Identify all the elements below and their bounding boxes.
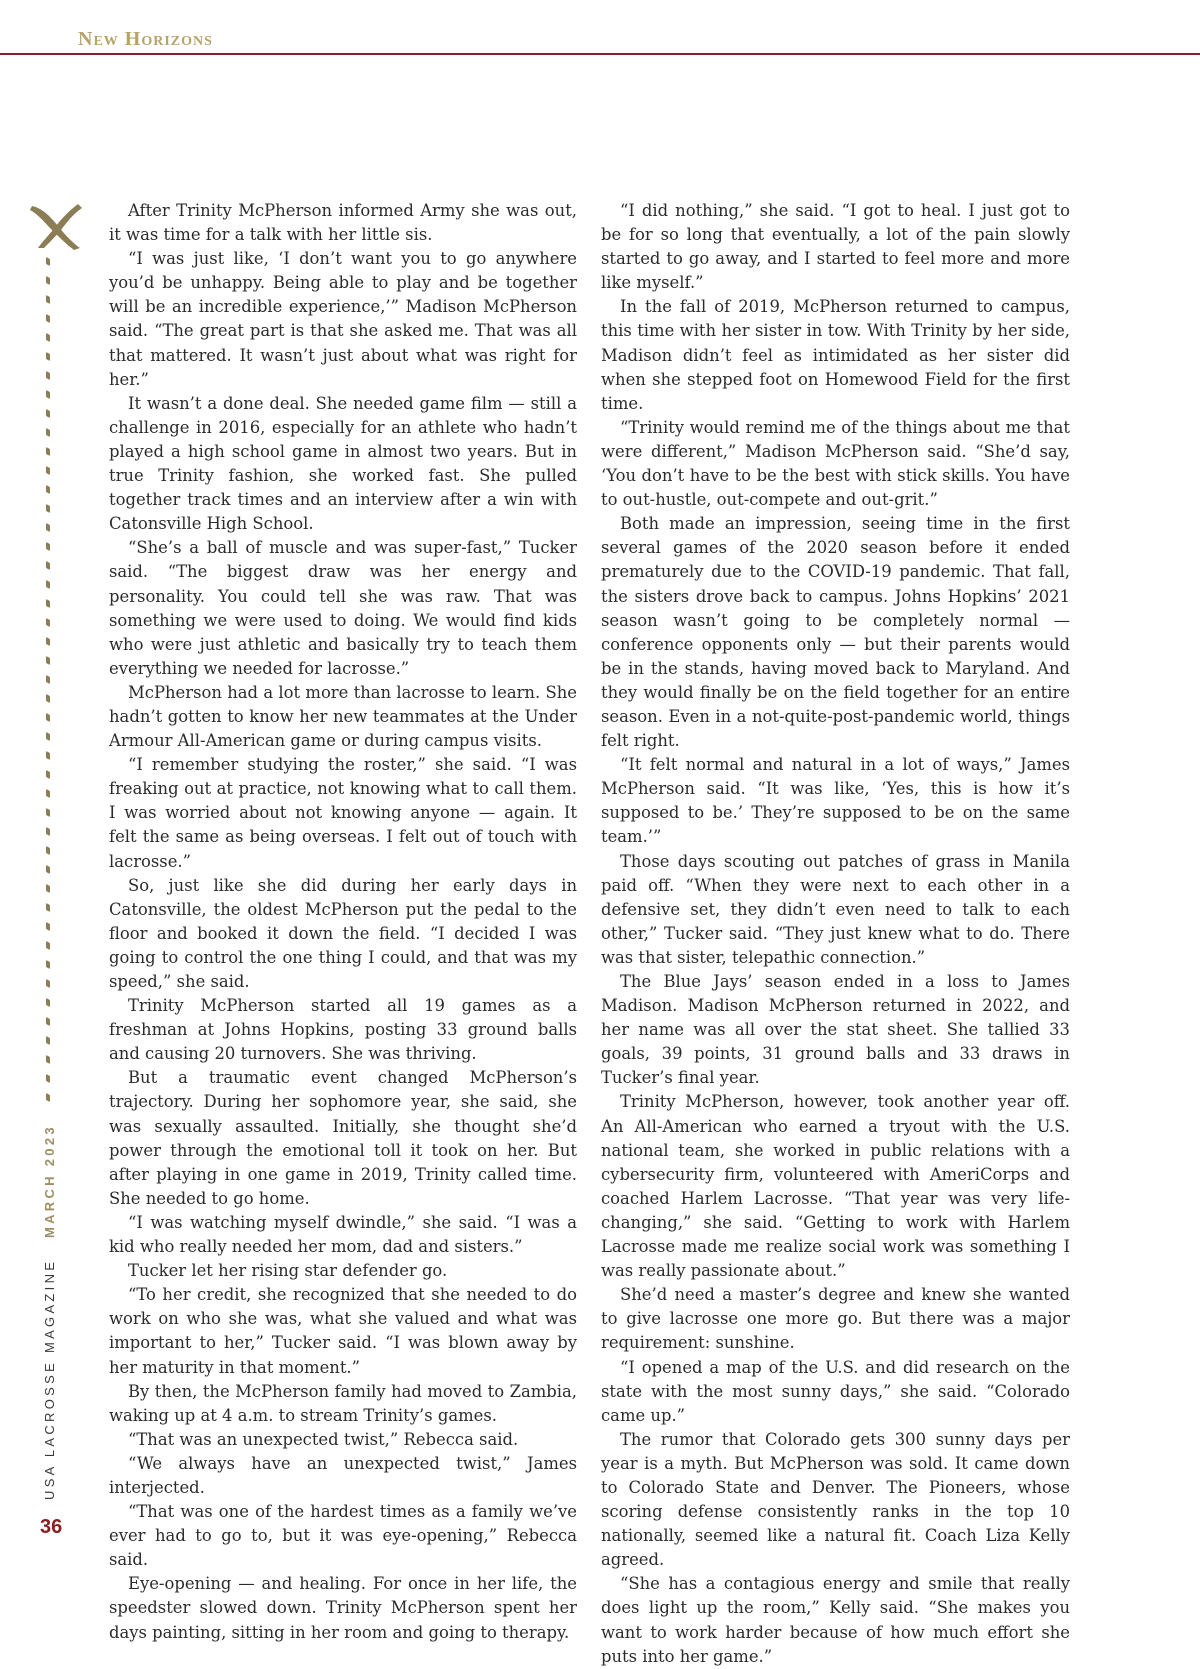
article-paragraph: “She has a contagious energy and smile that really does light up the room,” Kelly said. “She makes you want to work harder because of how much effort she puts into her game.”: [601, 1574, 1070, 1666]
decorative-tick: [46, 675, 50, 684]
decorative-tick: [46, 542, 50, 551]
article-paragraph: “That was an unexpected twist,” Rebecca said.: [128, 1429, 519, 1449]
page-number: 36: [40, 1516, 63, 1538]
decorative-tick: [46, 960, 50, 969]
publication-name: USA LACROSSE MAGAZINE: [42, 1258, 57, 1500]
section-title: New Horizons: [78, 28, 213, 50]
decorative-tick: [46, 922, 50, 931]
decorative-tick: [46, 998, 50, 1007]
article-paragraph: “To her credit, she recognized that she needed to do work on who she was, what she valued and what was important to her,” Tucker said. “I was blown away by her maturity in that moment.”: [109, 1285, 577, 1377]
publication-sidebar-label: [42, 1124, 57, 1500]
decorative-tick: [46, 428, 50, 437]
article-paragraph: Both made an impression, seeing time in the first several games of the 2020 season before it ended prematurely due to the COVID-19 pandemic. That fall, the sisters drove back to campus. Johns Hopkins’ 2021 season wasn’t going to be completely normal — conference opponents only — but their parents would be in the stands, having moved back to Maryland. And they would finally be on the field together for an entire season. Even in a not-quite-post-pandemic world, things felt right.: [601, 514, 1070, 751]
decorative-tick: [46, 466, 50, 475]
article-paragraph: McPherson had a lot more than lacrosse to learn. She hadn’t gotten to know her new teammates at the Under Armour All-American game or during campus visits.: [109, 682, 577, 751]
decorative-tick: [46, 352, 50, 361]
decorative-tick: [46, 504, 50, 513]
decorative-tick: [46, 447, 50, 456]
decorative-tick: [46, 637, 50, 646]
article-paragraph: “She’s a ball of muscle and was super-fast,” Tucker said. “The biggest draw was her energy and personality. You could tell she was raw. That was something we were used to doing. We would find kids who were just athletic and basically try to teach them everything we needed for lacrosse.”: [109, 538, 577, 678]
article-paragraph: “Trinity would remind me of the things about me that were different,” Madison McPherson said. “She’d say, ‘You don’t have to be the best with stick skills. You have to out-hustle, out-compete and out-grit.”: [601, 417, 1070, 510]
crossed-sticks-x-icon: [28, 200, 84, 252]
page-header: [0, 0, 1200, 58]
article-paragraph: “That was one of the hardest times as a family we’ve ever had to go to, but it was eye-opening,” Rebecca said.: [109, 1502, 577, 1570]
decorative-tick: [46, 561, 50, 570]
decorative-tick: [46, 713, 50, 722]
decorative-tick: [46, 1055, 50, 1064]
decorative-tick: [46, 884, 50, 893]
article-paragraph: Those days scouting out patches of grass in Manila paid off. “When they were next to each other in a defensive set, they didn’t even need to talk to each other,” Tucker said. “They just knew what to do. There was that sister, telepathic connection.”: [601, 851, 1070, 967]
article-paragraph: So, just like she did during her early days in Catonsville, the oldest McPherson put the pedal to the floor and booked it down the field. “I decided I was going to control the one thing I could, and that was my speed,” she said.: [109, 875, 577, 991]
decorative-tick: [46, 333, 50, 342]
article-paragraph: “I was watching myself dwindle,” she said. “I was a kid who really needed her mom, dad and sisters.”: [109, 1212, 577, 1257]
article-paragraph: “I remember studying the roster,” she said. “I was freaking out at practice, not knowing what to call them. I was worried about not knowing anyone — again. It felt the same as being overseas. I felt out of touch with lacrosse.”: [109, 755, 577, 871]
article-column-left: [109, 199, 577, 1645]
decorative-tick: [46, 979, 50, 988]
article-paragraph: Tucker let her rising star defender go.: [128, 1261, 448, 1281]
decorative-tick: [46, 523, 50, 532]
article-column-right: [601, 199, 1070, 1669]
decorative-tick: [46, 485, 50, 494]
decorative-tick: [46, 371, 50, 380]
article-paragraph: “I was just like, ‘I don’t want you to go anywhere you’d be unhappy. Being able to play and be together will be an incredible experience,’” Madison McPherson said. “The great part is that she asked me. That was all that mattered. It wasn’t just about what was right for her.”: [109, 249, 577, 389]
decorative-tick: [46, 1093, 50, 1102]
decorative-tick: [46, 656, 50, 665]
article-paragraph: In the fall of 2019, McPherson returned to campus, this time with her sister in tow. With Trinity by her side, Madison didn’t feel as intimidated as her sister did when she stepped foot on Homewood Field for the first time.: [601, 297, 1070, 413]
article-paragraph: The Blue Jays’ season ended in a loss to James Madison. Madison McPherson returned in 2022, and her name was all over the stat sheet. She tallied 33 goals, 39 points, 31 ground balls and 33 draws in Tucker’s final year.: [601, 972, 1070, 1088]
article-paragraph: Trinity McPherson, however, took another year off. An All-American who earned a tryout with the U.S. national team, she worked in public relations with a cybersecurity firm, volunteered with AmeriCorps and coached Harlem Lacrosse. “That year was very life-changing,” she said. “Getting to work with Harlem Lacrosse made me realize social work was something I was really passionate about.”: [601, 1092, 1070, 1281]
article-paragraph: But a traumatic event changed McPherson’s trajectory. During her sophomore year, she said, she was sexually assaulted. Initially, she thought she’d power through the emotional toll it took on her. But after playing in one game in 2019, Trinity called time. She needed to go home.: [109, 1068, 577, 1208]
article-paragraph: The rumor that Colorado gets 300 sunny days per year is a myth. But McPherson was sold. It came down to Colorado State and Denver. The Pioneers, whose scoring defense consistently ranks in the top 10 nationally, seemed like a natural fit. Coach Liza Kelly agreed.: [601, 1429, 1070, 1570]
decorative-tick: [46, 732, 50, 741]
decorative-tick: [46, 390, 50, 399]
decorative-tick: [46, 808, 50, 817]
decorative-tick: [46, 314, 50, 323]
decorative-tick: [46, 1074, 50, 1083]
decorative-tick: [46, 580, 50, 589]
decorative-tick: [46, 276, 50, 285]
article-paragraph: Trinity McPherson started all 19 games as a freshman at Johns Hopkins, posting 33 ground balls and causing 20 turnovers. She was thriving.: [109, 996, 577, 1064]
article-paragraph: She’d need a master’s degree and knew she wanted to give lacrosse one more go. But there was a major requirement: sunshine.: [601, 1285, 1070, 1353]
article-paragraph: By then, the McPherson family had moved to Zambia, waking up at 4 a.m. to stream Trinity’s games.: [109, 1381, 577, 1425]
decorative-tick: [46, 295, 50, 304]
decorative-tick: [46, 846, 50, 855]
decorative-tick: [46, 694, 50, 703]
article-paragraph: After Trinity McPherson informed Army she was out, it was time for a talk with her little sis.: [109, 201, 577, 245]
decorative-tick: [46, 770, 50, 779]
decorative-tick: [46, 257, 50, 266]
decorative-tick: [46, 827, 50, 836]
article-paragraph: Eye-opening — and healing. For once in her life, the speedster slowed down. Trinity McPherson spent her days painting, sitting in her room and going to therapy.: [109, 1574, 577, 1642]
decorative-tick: [46, 865, 50, 874]
decorative-tick: [46, 618, 50, 627]
decorative-tick: [46, 1036, 50, 1045]
decorative-tick: [46, 599, 50, 608]
decorative-tick: [46, 903, 50, 912]
decorative-tick: [46, 789, 50, 798]
article-paragraph: It wasn’t a done deal. She needed game film — still a challenge in 2016, especially for an athlete who hadn’t played a high school game in almost two years. But in true Trinity fashion, she worked fast. She pulled together track times and an interview after a win with Catonsville High School.: [109, 393, 577, 534]
decorative-tick-column: [46, 258, 56, 1118]
issue-date: MARCH 2023: [42, 1124, 57, 1239]
article-paragraph: “We always have an unexpected twist,” James interjected.: [109, 1453, 577, 1497]
header-rule: [0, 53, 1200, 55]
decorative-tick: [46, 1017, 50, 1026]
article-paragraph: “It felt normal and natural in a lot of ways,” James McPherson said. “It was like, ‘Yes, this is how it’s supposed to be.’ They’re supposed to be on the same team.’”: [601, 755, 1070, 847]
article-paragraph: “I opened a map of the U.S. and did research on the state with the most sunny days,” she said. “Colorado came up.”: [601, 1357, 1070, 1425]
article-paragraph: “I did nothing,” she said. “I got to heal. I just got to be for so long that eventually, a lot of the pain slowly started to go away, and I started to feel more and more like myself.”: [601, 201, 1070, 293]
decorative-tick: [46, 409, 50, 418]
decorative-tick: [46, 751, 50, 760]
decorative-tick: [46, 941, 50, 950]
